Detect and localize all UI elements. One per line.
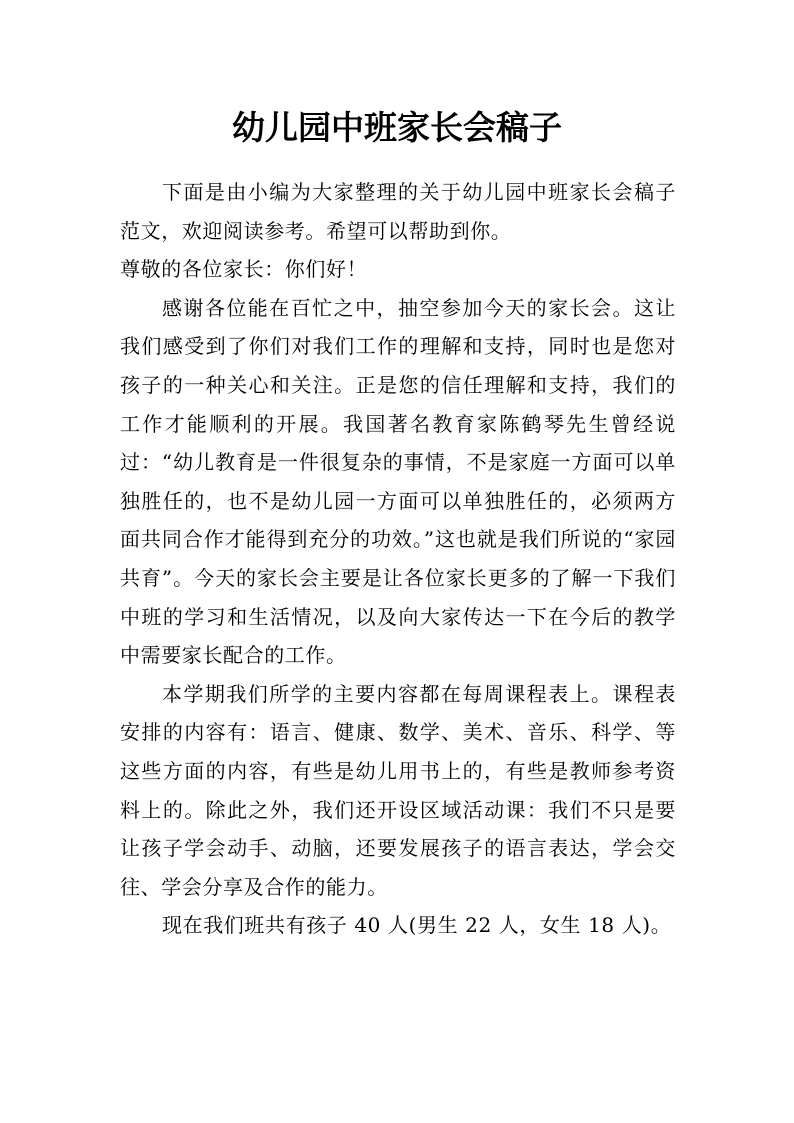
document-body bbox=[120, 173, 676, 945]
greeting-paragraph: 尊敬的各位家长：你们好！ bbox=[120, 257, 368, 282]
thanks-paragraph: 感谢各位能在百忙之中，抽空参加今天的家长会。这让我们感受到了你们对我们工作的理解和支持，同时也是您对孩子的一种关心和关注。正是您的信任理解和支持，我们的工作才能顺利的开展。我国著名教育家陈鹤琴先生曾经说过：“幼儿教育是一件很复杂的事情，不是家庭一方面可以单独胜任的，也不是幼儿园一方面可以单独胜任的，必须两方面共同合作才能得到充分的功效。”这也就是我们所说的“家园共育”。今天的家长会主要是让各位家长更多的了解一下我们中班的学习和生活情况，以及向大家传达一下在今后的教学中需要家长配合的工作。 bbox=[120, 295, 676, 668]
class-size-paragraph: 现在我们班共有孩子 40 人(男生 22 人，女生 18 人)。 bbox=[162, 913, 672, 938]
intro-paragraph: 下面是由小编为大家整理的关于幼儿园中班家长会稿子范文，欢迎阅读参考。希望可以帮助到你。 bbox=[120, 180, 676, 243]
document-title: 幼儿园中班家长会稿子 bbox=[232, 108, 562, 147]
curriculum-paragraph: 本学期我们所学的主要内容都在每周课程表上。课程表安排的内容有：语言、健康、数学、美术、音乐、科学、等这些方面的内容，有些是幼儿用书上的，有些是教师参考资料上的。除此之外，我们还开设区域活动课：我们不只是要让孩子学会动手、动脑，还要发展孩子的语言表达，学会交往、学会分享及合作的能力。 bbox=[120, 681, 676, 899]
